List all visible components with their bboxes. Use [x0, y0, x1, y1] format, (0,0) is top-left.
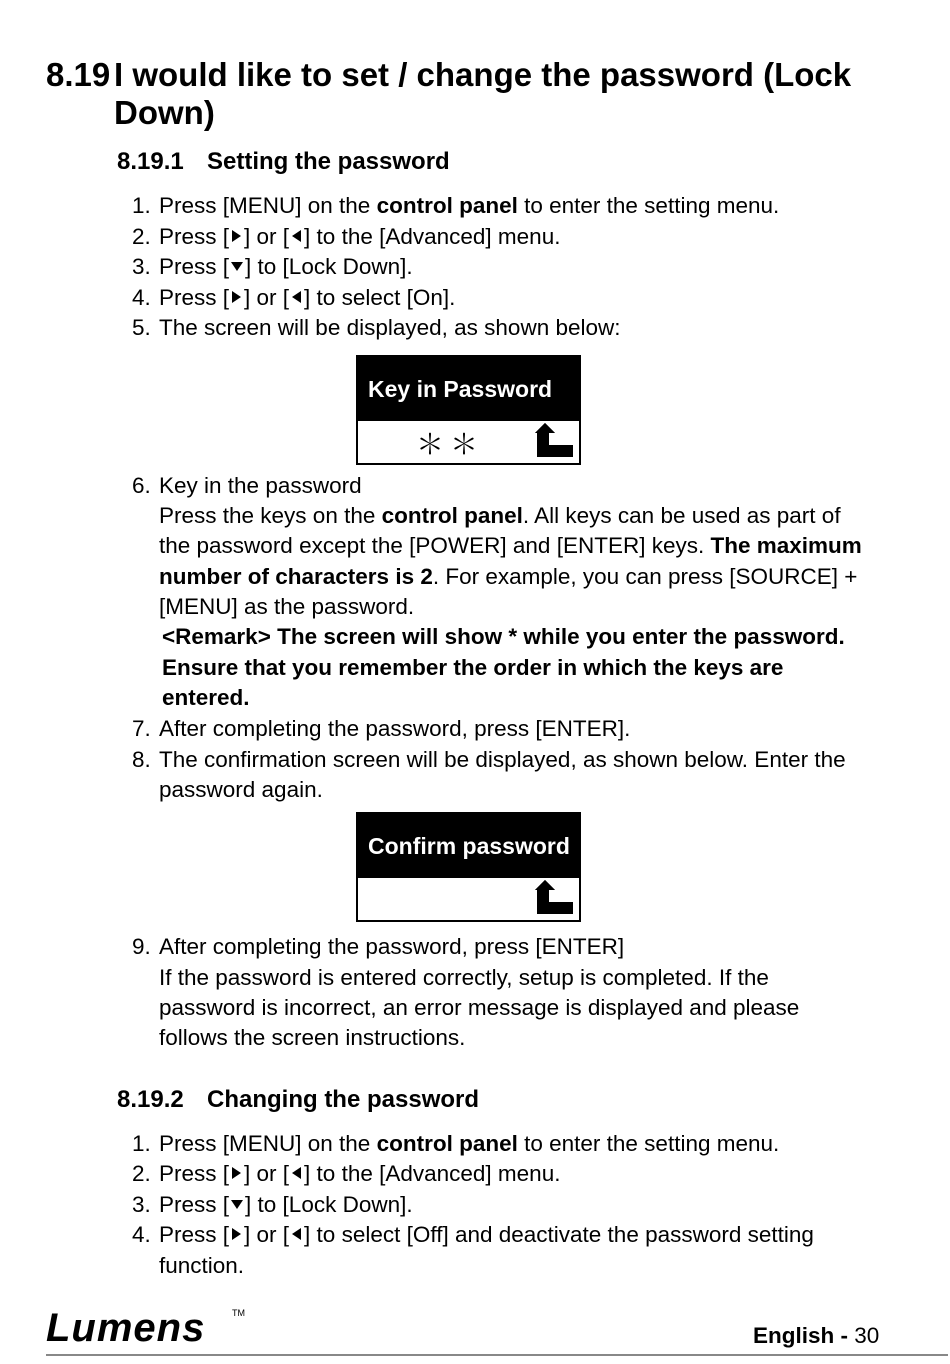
subsection-heading-2: [117, 1085, 479, 1115]
remark-text: entered.: [162, 685, 250, 710]
step-text: password is incorrect, an error message is displayed and please: [159, 995, 800, 1020]
password-mask: ＊＊: [416, 428, 485, 461]
step-text: Press [ ] to [Lock Down].: [159, 1192, 413, 1217]
step-text: Press [ ] to [Lock Down].: [159, 254, 413, 279]
step-number: 3.: [132, 1192, 151, 1217]
subsection-number: 8.19.1: [117, 148, 184, 175]
step-text: the password except the [POWER] and [ENTER] keys. The maximum: [159, 533, 862, 558]
trademark-mark: TM: [232, 1308, 245, 1318]
right-arrow-icon: [232, 1167, 241, 1179]
step-text: Press the keys on the control panel. All keys can be used as part of: [159, 503, 841, 528]
step-number: 8.: [132, 747, 151, 772]
down-arrow-icon: [231, 262, 243, 271]
step-text: Press [ ] or [ ] to the [Advanced] menu.: [159, 224, 561, 249]
step-text: follows the screen instructions.: [159, 1025, 466, 1050]
screen-title: Confirm password: [358, 814, 579, 878]
page-number: 30: [854, 1323, 880, 1348]
left-arrow-icon: [292, 1167, 301, 1179]
left-arrow-icon: [292, 1228, 301, 1240]
screen-title: Key in Password: [358, 357, 579, 421]
remark-text: <Remark> The screen will show * while you enter the password.: [162, 624, 845, 649]
step-text: The screen will be displayed, as shown below:: [159, 315, 621, 340]
right-arrow-icon: [232, 230, 241, 242]
step-number: 2.: [132, 1161, 151, 1186]
step-number: 9.: [132, 934, 151, 959]
step-number: 1.: [132, 193, 151, 218]
step-text: Press [MENU] on the control panel to enter the setting menu.: [159, 1131, 780, 1156]
subsection-heading-1: [117, 147, 450, 177]
password-screen: [356, 355, 581, 465]
right-arrow-icon: [232, 1228, 241, 1240]
step-number: 6.: [132, 473, 151, 498]
step-number: 2.: [132, 224, 151, 249]
step-text: After completing the password, press [ENTER].: [159, 716, 631, 741]
step-number: 3.: [132, 254, 151, 279]
step-text: If the password is entered correctly, setup is completed. If the: [159, 965, 769, 990]
step-text: Press [MENU] on the control panel to enter the setting menu.: [159, 193, 780, 218]
right-arrow-icon: [232, 291, 241, 303]
step-number: 1.: [132, 1131, 151, 1156]
down-arrow-icon: [231, 1200, 243, 1209]
step-text: Press [ ] or [ ] to select [Off] and deactivate the password setting: [159, 1222, 814, 1247]
enter-icon: [535, 423, 575, 459]
subsection-number: 8.19.2: [117, 1086, 184, 1113]
step-text: number of characters is 2. For example, you can press [SOURCE] +: [159, 564, 858, 589]
left-arrow-icon: [292, 291, 301, 303]
step-text: After completing the password, press [ENTER]: [159, 934, 625, 959]
brand-logo: Lumens: [46, 1306, 206, 1350]
page-footer: English - 30: [753, 1323, 880, 1348]
footer-divider: [46, 1354, 948, 1356]
subsection-title: Changing the password: [207, 1086, 480, 1113]
section-number: 8.19: [46, 56, 111, 93]
step-text: The confirmation screen will be displayed, as shown below. Enter the: [159, 747, 846, 772]
subsection-title: Setting the password: [207, 148, 450, 175]
section-title: I would like to set / change the password (Lock Down): [114, 56, 852, 131]
step-text: Press [ ] or [ ] to select [On].: [159, 285, 456, 310]
step-text: function.: [159, 1253, 245, 1278]
left-arrow-icon: [292, 230, 301, 242]
step-text: password again.: [159, 777, 323, 802]
confirm-screen: [356, 812, 581, 922]
step-number: 7.: [132, 716, 151, 741]
step-number: 5.: [132, 315, 151, 340]
step-number: 4.: [132, 285, 151, 310]
step-text: Key in the password: [159, 473, 362, 498]
step-number: 4.: [132, 1222, 151, 1247]
step-text: Press [ ] or [ ] to the [Advanced] menu.: [159, 1161, 561, 1186]
enter-icon: [535, 880, 575, 916]
remark-text: Ensure that you remember the order in which the keys are: [162, 655, 784, 680]
language-label: English: [753, 1323, 835, 1348]
step-text: [MENU] as the password.: [159, 594, 415, 619]
